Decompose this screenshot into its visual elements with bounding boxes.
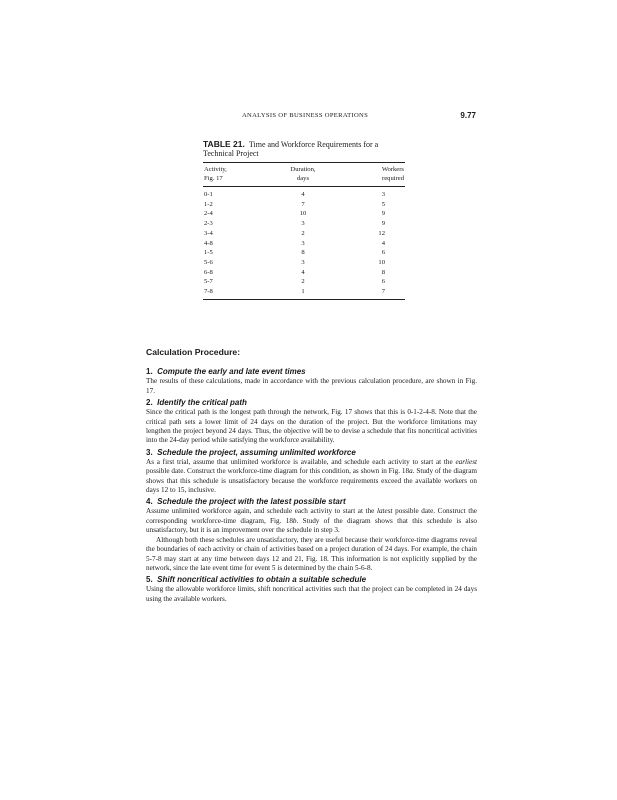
- cell-duration: 8: [301, 249, 305, 257]
- cell-duration: 7: [301, 200, 305, 208]
- step-3-heading: 3. Schedule the project, assuming unlimited workforce: [146, 447, 356, 457]
- table-row: [203, 248, 405, 258]
- cell-workers: 3: [381, 191, 385, 198]
- table-bottom-rule: [203, 299, 405, 300]
- step-1-paragraph: The results of these calculations, made in accordance with the previous calculation procedure, are shown in Fig. 17.: [146, 377, 477, 395]
- cell-duration: 3: [301, 258, 305, 266]
- cell-activity: 0-1: [204, 191, 213, 198]
- table-row: [203, 239, 405, 249]
- cell-workers: 12: [378, 229, 385, 237]
- page-number: 9.77: [460, 111, 476, 120]
- step-4-heading: 4. Schedule the project with the latest possible start: [146, 497, 346, 507]
- cell-workers: 9: [381, 210, 385, 218]
- step-2-heading: 2. Identify the critical path: [146, 398, 247, 408]
- table-caption-text: Time and Workforce Requirements for a Technical Project: [203, 140, 379, 158]
- step-5-paragraph: Using the allowable workforce limits, shift noncritical activities such that the project can be completed in 24 days using the available workers.: [146, 585, 477, 603]
- cell-duration: 10: [299, 210, 307, 218]
- cell-activity: 5-7: [204, 278, 213, 286]
- cell-duration: 1: [301, 288, 305, 296]
- cell-duration: 2: [301, 229, 305, 237]
- cell-activity: 2-4: [204, 210, 213, 218]
- table-21: [203, 140, 405, 300]
- table-caption: [203, 140, 405, 158]
- cell-activity: 7-8: [204, 288, 213, 296]
- step-4-paragraph: Assume unlimited workforce again, and schedule each activity to start at the latest possible date. Construct the corresponding workforce-time diagram, Fig. 18b. Study of the diagram shows that this schedule is also unsatisfactory, but it is an improvement over the schedule in step 3.: [146, 507, 477, 535]
- cell-workers: 7: [381, 288, 385, 296]
- table-row: [203, 219, 405, 229]
- table-row: [203, 277, 405, 287]
- table-row: [203, 258, 405, 268]
- table-row: [203, 229, 405, 239]
- cell-activity: 4-8: [204, 239, 213, 247]
- table-row: [203, 209, 405, 219]
- cell-activity: 1-5: [204, 249, 213, 257]
- cell-duration: 2: [301, 278, 305, 286]
- cell-workers: 10: [378, 258, 385, 266]
- cell-activity: 6-8: [204, 268, 213, 276]
- table-body: [203, 187, 405, 299]
- cell-duration: 4: [301, 191, 305, 198]
- cell-workers: 4: [381, 239, 385, 247]
- body-text: [146, 348, 477, 604]
- cell-duration: 4: [301, 268, 305, 276]
- table-label: TABLE 21.: [203, 139, 245, 149]
- cell-duration: 3: [301, 220, 305, 228]
- cell-activity: 3-4: [204, 229, 213, 237]
- running-title: ANALYSIS OF BUSINESS OPERATIONS: [242, 112, 369, 119]
- cell-workers: 6: [381, 278, 385, 286]
- step-2-paragraph: Since the critical path is the longest path through the network, Fig. 17 shows that this is 0-1-2-4-8. Note that the critical path sets a lower limit of 24 days on the duration of the project. But the workforce limitations may lengthen the project beyond 24 days. Thus, the objective will be to devise a schedule that fits noncritical activities into the 24-day period while satisfying the workforce availability.: [146, 408, 477, 445]
- step-4-paragraph-2: Although both these schedules are unsatisfactory, they are useful because their workforce-time diagrams reveal the boundaries of each activity or chain of activities based on a project duration of 24 days. For example, the chain 5-7-8 may start at any time between days 12 and 21, Fig. 18. This information is not explicitly supplied by the network, since the late event time for event 5 is determined by the chain 5-6-8.: [146, 535, 477, 572]
- column-header-workers: Workers required: [381, 166, 404, 182]
- cell-activity: 5-6: [204, 258, 213, 266]
- table-row: [203, 268, 405, 278]
- cell-workers: 6: [381, 249, 385, 257]
- cell-activity: 2-3: [204, 220, 213, 228]
- requirements-table: [203, 163, 405, 299]
- table-row: [203, 187, 405, 200]
- table-row: [203, 287, 405, 299]
- cell-duration: 3: [301, 239, 305, 247]
- step-1-heading: 1. Compute the early and late event times: [146, 367, 306, 377]
- column-header-duration: Duration, days: [290, 166, 316, 182]
- cell-activity: 1-2: [204, 200, 213, 208]
- step-5-heading: 5. Shift noncritical activities to obtain a suitable schedule: [146, 575, 367, 585]
- cell-workers: 8: [381, 268, 385, 276]
- cell-workers: 5: [381, 200, 385, 208]
- table-header-row: [203, 163, 405, 184]
- section-title: Calculation Procedure:: [146, 347, 241, 357]
- table-row: [203, 200, 405, 210]
- cell-workers: 9: [381, 220, 385, 228]
- column-header-activity: Activity, Fig. 17: [204, 166, 227, 182]
- step-3-paragraph: As a first trial, assume that unlimited workforce is available, and schedule each activity to start at the earliest possible date. Construct the workforce-time diagram for this condition, as shown in Fig. 18a. Study of the diagram shows that this schedule is unsatisfactory because the workforce requirements exceed the available workers on days 12 to 15, inclusive.: [146, 457, 477, 495]
